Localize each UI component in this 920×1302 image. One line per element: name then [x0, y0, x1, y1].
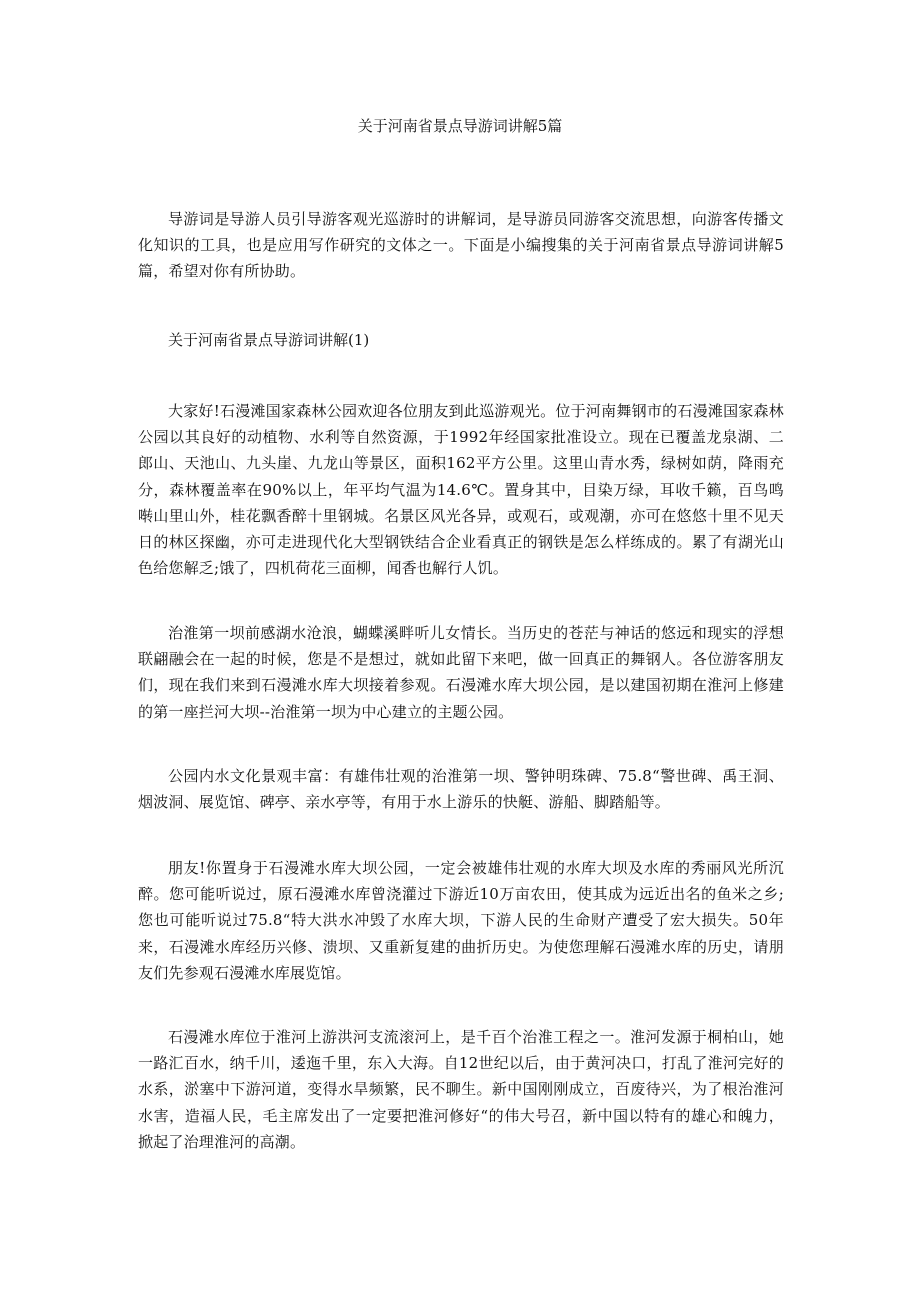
intro-paragraph: 导游词是导游人员引导游客观光巡游时的讲解词，是导游员同游客交流思想，向游客传播文化知识的工具，也是应用写作研究的文体之一。下面是小编搜集的关于河南省景点导游词讲解5篇，希望对你有所协助。	[138, 210, 784, 281]
body-paragraph: 石漫滩水库位于淮河上游洪河支流滚河上，是千百个治淮工程之一。淮河发源于桐柏山，她一路汇百水，纳千川，逶迤千里，东入大海。自12世纪以后，由于黄河决口，打乱了淮河完好的水系，淤塞中下游河道，变得水旱频繁，民不聊生。新中国刚刚成立，百废待兴，为了根治淮河水害，造福人民，毛主席发出了一定要把淮河修好“的伟大号召，新中国以特有的雄心和魄力，掀起了治理淮河的高潮。	[138, 1028, 784, 1151]
body-paragraph: 朋友!你置身于石漫滩水库大坝公园，一定会被雄伟壮观的水库大坝及水库的秀丽风光所沉醉。您可能听说过，原石漫滩水库曾浇灌过下游近10万亩农田，使其成为远近出名的鱼米之乡;您也可能听说过75.8“特大洪水冲毁了水库大坝，下游人民的生命财产遭受了宏大损失。50年来，石漫滩水库经历兴修、溃坝、又重新复建的曲折历史。为使您理解石漫滩水库的历史，请朋友们先参观石漫滩水库展览馆。	[138, 859, 784, 982]
body-paragraph: 治淮第一坝前感湖水沧浪，蝴蝶溪畔听儿女情长。当历史的苍茫与神话的悠远和现实的浮想联翩融会在一起的时候，您是不是想过，就如此留下来吧，做一回真正的舞钢人。各位游客朋友们，现在我们来到石漫滩水库大坝接着参观。石漫滩水库大坝公园，是以建国初期在淮河上修建的第一座拦河大坝--治淮第一坝为中心建立的主题公园。	[138, 624, 784, 721]
document-title: 关于河南省景点导游词讲解5篇	[357, 117, 563, 135]
body-paragraph: 大家好!石漫滩国家森林公园欢迎各位朋友到此巡游观光。位于河南舞钢市的石漫滩国家森林公园以其良好的动植物、水利等自然资源，于1992年经国家批准设立。现在已覆盖龙泉湖、二郎山、天池山、九头崖、九龙山等景区，面积162平方公里。这里山青水秀，绿树如荫，降雨充分，森林覆盖率在90%以上，年平均气温为14.6℃。置身其中，目染万绿，耳收千籁，百鸟鸣啭山里山外，桂花飘香醉十里钢城。名景区风光各异，或观石，或观潮，亦可在悠悠十里不见天日的林区探幽，亦可走进现代化大型钢铁结合企业看真正的钢铁是怎么样练成的。累了有湖光山色给您解乏;饿了，四机荷花三面柳，闻香也解行人饥。	[138, 402, 784, 578]
body-paragraph: 公园内水文化景观丰富：有雄伟壮观的治淮第一坝、警钟明珠碑、75.8“警世碑、禹王洞、烟波洞、展览馆、碑亭、亲水亭等，有用于水上游乐的快艇、游船、脚踏船等。	[138, 767, 784, 812]
section-heading: 关于河南省景点导游词讲解(1)	[168, 331, 370, 349]
